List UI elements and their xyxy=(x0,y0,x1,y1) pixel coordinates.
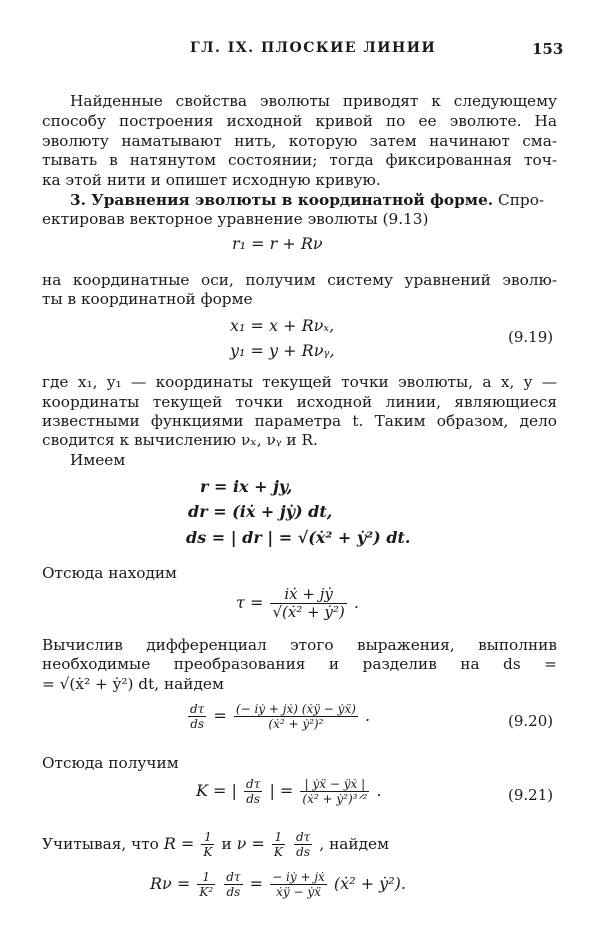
text-line: ектировав векторное уравнение эволюты (9.13) xyxy=(42,210,429,228)
fraction xyxy=(224,870,242,899)
equation-number: (9.19) xyxy=(508,328,554,346)
fraction-numerator: dτ xyxy=(295,830,311,844)
equation-mid: | = xyxy=(269,781,294,800)
text-line: = √(ẋ² + ẏ²) dt, найдем xyxy=(42,675,224,693)
page-number: 153 xyxy=(532,40,564,58)
fraction xyxy=(234,702,358,731)
fraction-denominator: ds xyxy=(188,716,206,731)
equation-ds: ds = | dr | = √(ẋ² + ẏ²) dt. xyxy=(186,528,411,547)
fraction-numerator: iẋ + jẏ xyxy=(284,585,333,603)
equation-lhs: ν = xyxy=(236,834,265,853)
fraction-denominator: ds xyxy=(294,844,312,859)
fraction-denominator: (ẋ² + ẏ²)³ᐟ² xyxy=(302,792,368,806)
text-line: Отсюда находим xyxy=(42,564,177,582)
equation-lhs: Rν = xyxy=(150,874,191,893)
fraction-denominator: (ẋ² + ẏ²)² xyxy=(234,716,358,731)
text-line: эволюту наматывают нить, которую затем начинают сма- xyxy=(42,132,557,150)
equation-lhs: τ = xyxy=(236,593,264,612)
text-line: необходимые преобразования и разделив на ds = xyxy=(42,655,557,673)
fraction xyxy=(270,586,346,621)
fraction-numerator: dτ xyxy=(226,870,241,884)
fraction xyxy=(201,830,214,859)
fraction xyxy=(197,870,215,899)
fraction-numerator: 1 xyxy=(204,830,212,844)
fraction xyxy=(244,777,262,806)
section-heading: 3. Уравнения эволюты в координатной форме. xyxy=(70,191,494,209)
fraction-denominator: ds xyxy=(244,791,262,806)
running-title: ГЛ. IX. ПЛОСКИЕ ЛИНИИ xyxy=(190,40,437,56)
text-line: на координатные оси, получим систему уравнений эволю- xyxy=(42,271,557,289)
fraction xyxy=(300,777,369,806)
fraction-numerator: dτ xyxy=(190,702,205,716)
text-line: Вычислив дифференциал этого выражения, выполнив xyxy=(42,636,557,654)
text-fragment: Учитывая, что xyxy=(42,835,159,853)
equation-lhs: R = xyxy=(163,834,195,853)
fraction xyxy=(270,870,327,899)
text-line: сводится к вычислению νₓ, νᵧ и R. xyxy=(42,431,318,449)
text-line-considering xyxy=(42,830,557,859)
text-line: известными функциями параметра t. Таким образом, дело xyxy=(42,412,557,430)
fraction-numerator: | ẏẍ − ÿẋ | xyxy=(304,777,366,791)
text-line: ка этой нити и опишет исходную кривую. xyxy=(42,171,381,189)
equation-dr: dr = (iẋ + jẏ) dt, xyxy=(188,502,333,521)
equation-R xyxy=(163,830,222,859)
fraction-denominator: K² xyxy=(199,885,214,899)
fraction xyxy=(294,830,312,859)
equation-r1: r₁ = r + Rν xyxy=(232,234,323,253)
text-line: Найденные свойства эволюты приводят к следующему xyxy=(70,92,557,110)
text-line: координаты текущей точки исходной линии, являющиеся xyxy=(42,393,557,411)
fraction-denominator: K xyxy=(203,845,213,859)
text-line: Отсюда получим xyxy=(42,754,179,772)
fraction-denominator: ẋÿ − ẏẍ xyxy=(270,884,327,899)
fraction-numerator: 1 xyxy=(202,870,211,884)
fraction-numerator: 1 xyxy=(274,830,283,844)
equation-tau xyxy=(236,586,359,621)
fraction xyxy=(272,830,285,859)
fraction-numerator: dτ xyxy=(246,777,261,791)
text-line: ты в координатной форме xyxy=(42,290,253,308)
equation-9-19-line1: x₁ = x + Rνₓ, xyxy=(230,316,335,335)
equation-9-20: $\frac{d\tau}{ds}$ = $\frac{\text{(− iẏ + jẋ) (ẋÿ − ẏẍ)}}{\text{(ẋ² + ẏ²)²}}$ . xyxy=(190,702,371,731)
text-line: где x₁, y₁ — координаты текущей точки эволюты, а x, y — xyxy=(42,373,557,391)
equation-number: (9.20) xyxy=(508,712,554,730)
fraction-numerator: − iẏ + jẋ xyxy=(272,870,325,884)
equation-9-21 xyxy=(196,777,382,806)
equation-number: (9.21) xyxy=(508,786,554,804)
fraction-denominator: ds xyxy=(224,884,242,899)
text-line: способу построения исходной кривой по ее эволюте. На xyxy=(42,112,557,130)
equation-Rnu xyxy=(150,870,406,899)
text-fragment: Спро- xyxy=(498,191,545,209)
equation-eq: = xyxy=(249,874,264,893)
equation-tail: . xyxy=(353,593,359,612)
section-heading-line xyxy=(70,191,557,210)
equation-9-19-line2: y₁ = y + Rνᵧ, xyxy=(230,341,335,360)
equation-lhs: K = | xyxy=(196,781,237,800)
fraction-denominator: √(ẋ² + ẏ²) xyxy=(272,603,345,621)
fraction xyxy=(188,702,206,731)
fraction-numerator: (− iẏ + jẋ) (ẋÿ − ẏẍ) xyxy=(235,702,356,716)
text-line: тывать в натянутом состоянии; тогда фиксированная точ- xyxy=(42,151,557,169)
text-line: Имеем xyxy=(70,451,126,469)
page-header xyxy=(0,40,605,62)
equation-tail: (ẋ² + ẏ²). xyxy=(333,874,406,893)
equation-tail: . xyxy=(365,706,371,725)
text-fragment: и xyxy=(221,835,232,853)
equation-nu xyxy=(236,830,320,859)
equation-tail: . xyxy=(376,781,382,800)
fraction-denominator: K xyxy=(273,845,283,859)
equation-r: r = ix + jy, xyxy=(200,477,293,496)
text-fragment: , найдем xyxy=(319,835,389,853)
